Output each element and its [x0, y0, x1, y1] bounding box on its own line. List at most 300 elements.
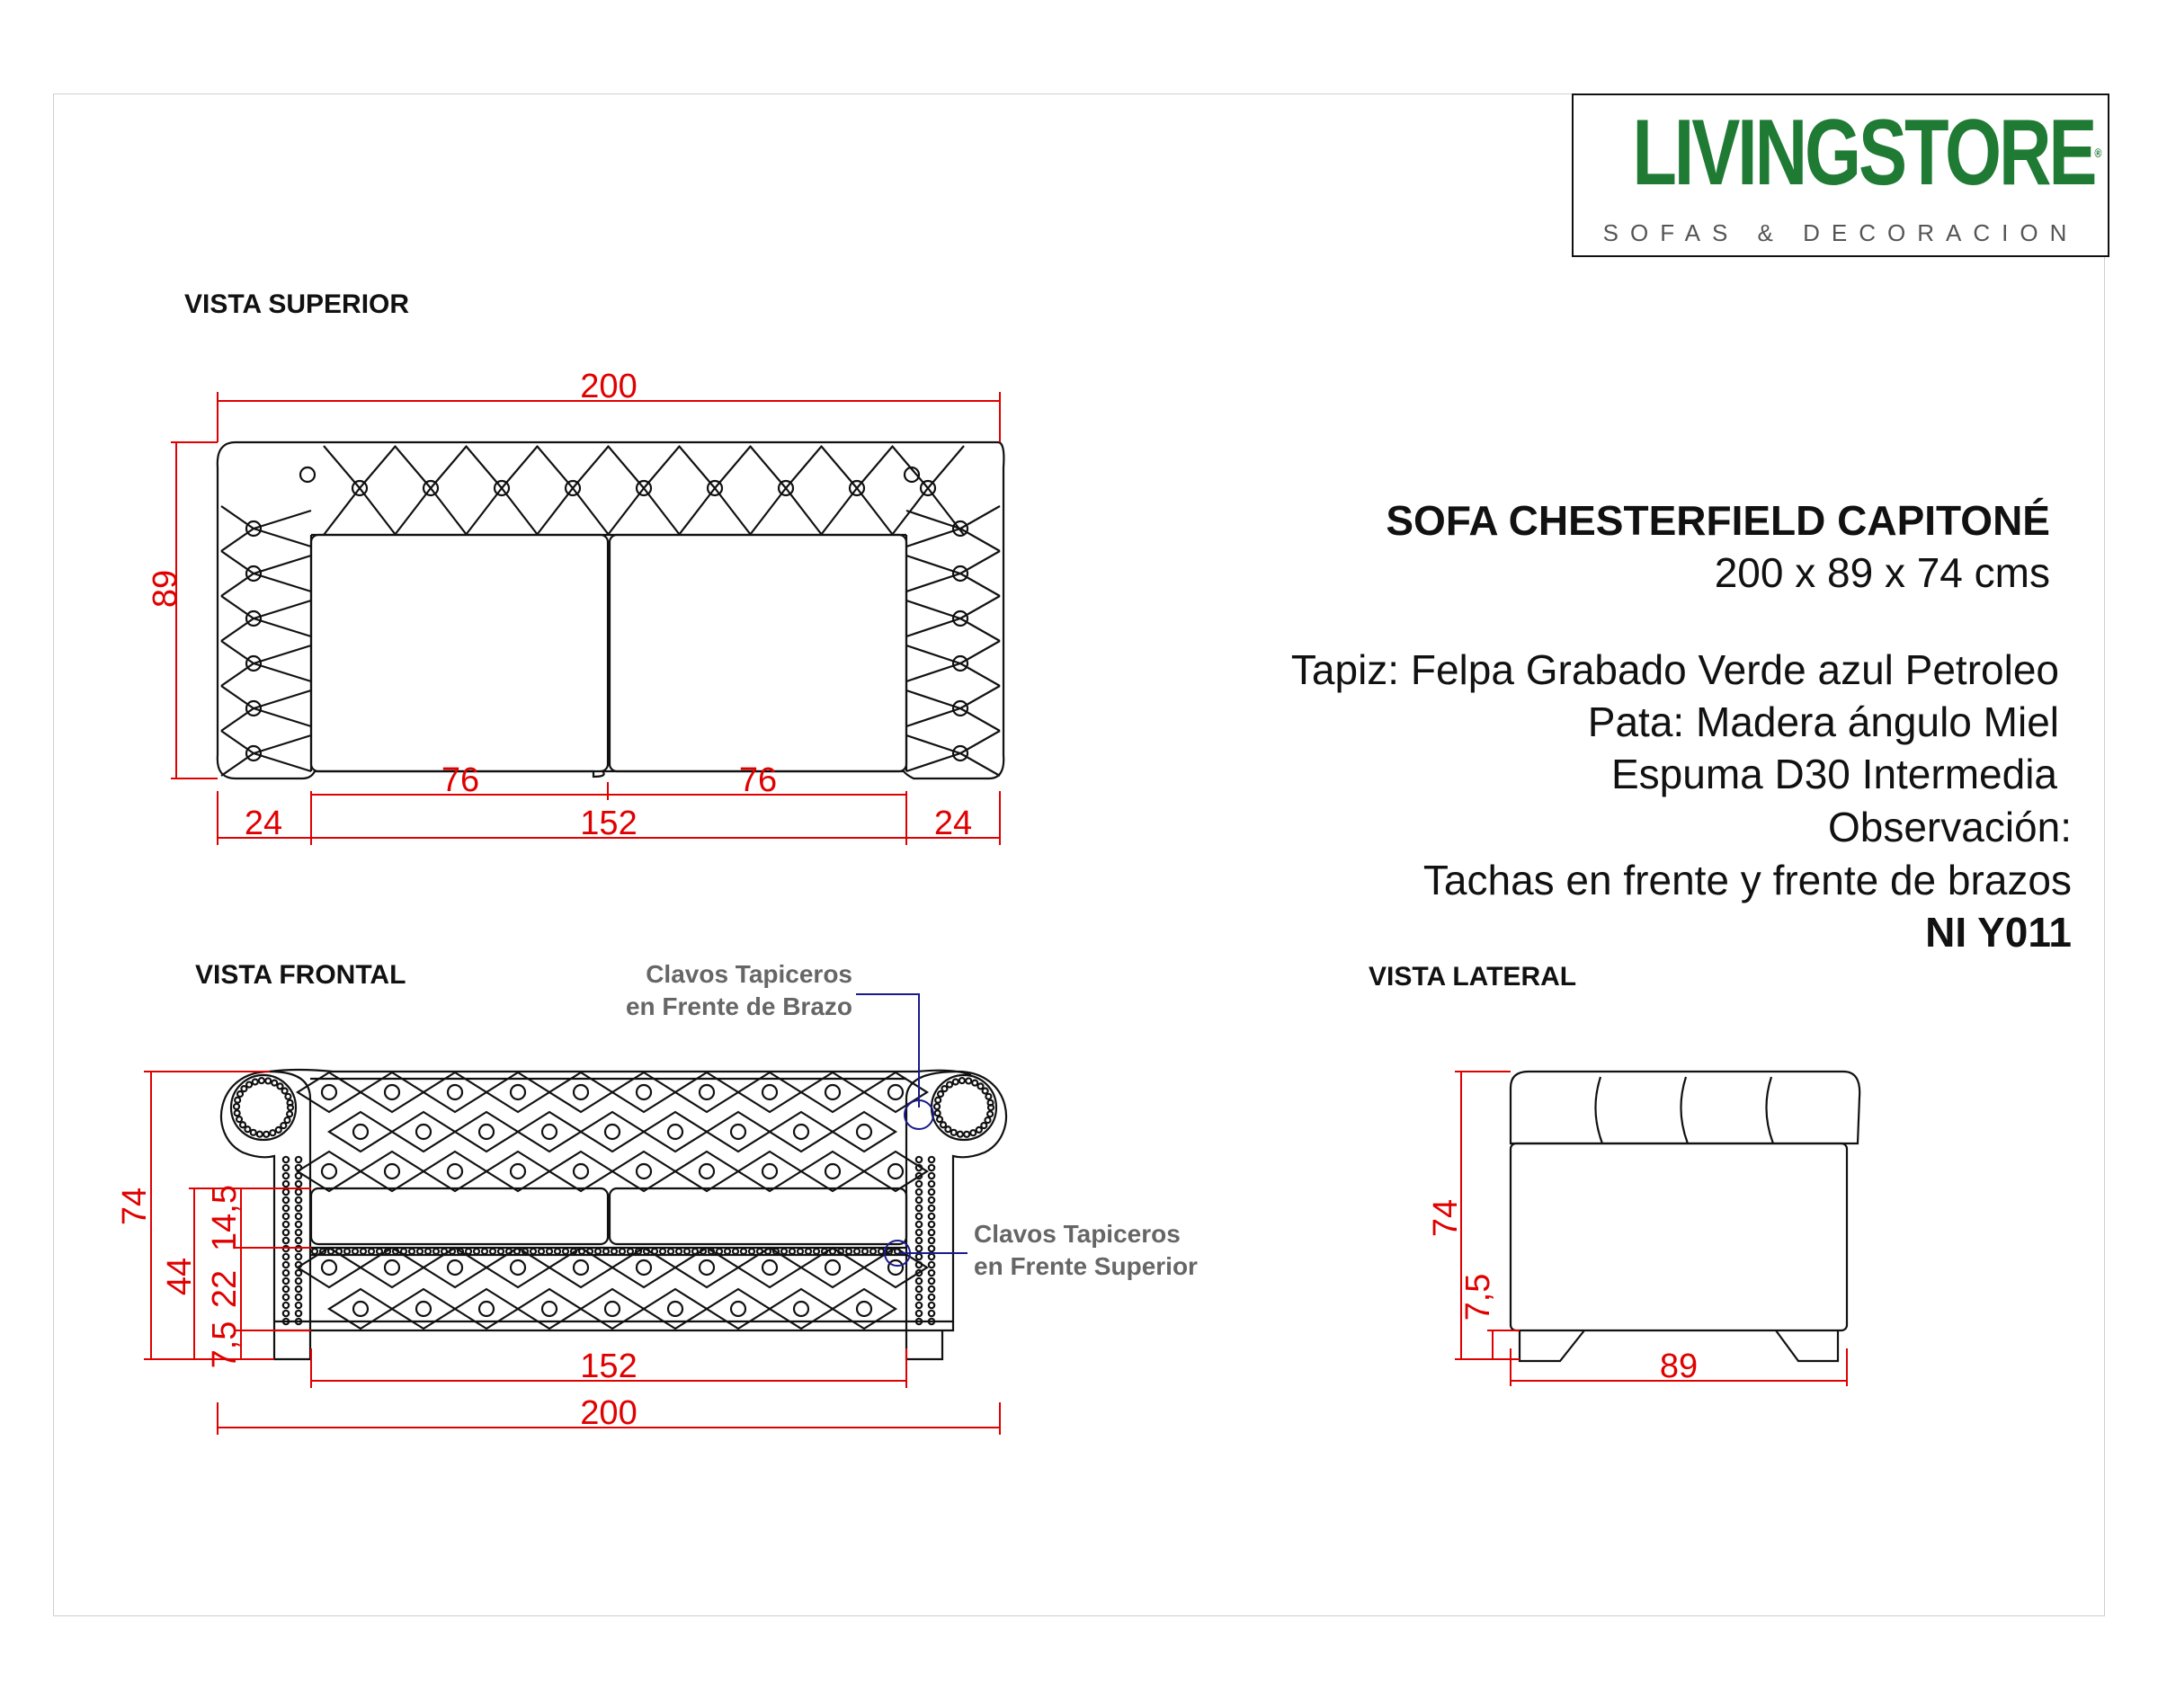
side-view-drawing	[1511, 1072, 1859, 1361]
front-nail-top-rail	[620, 1249, 625, 1254]
front-nail-top-rail	[539, 1249, 544, 1254]
front-nail-right	[929, 1238, 934, 1243]
front-nail-roll-right	[981, 1123, 986, 1128]
front-base-tuft-button	[762, 1260, 777, 1275]
top-arm-tuft-seam	[221, 686, 311, 731]
product-title: SOFA CHESTERFIELD CAPITONÉ	[1386, 497, 2050, 544]
front-nail-roll-left	[241, 1086, 246, 1091]
front-nail-left	[296, 1181, 301, 1187]
front-nail-right	[929, 1286, 934, 1292]
front-nail-left	[296, 1254, 301, 1259]
front-nail-right	[916, 1246, 922, 1251]
front-back-tuft-button	[637, 1164, 651, 1179]
front-nail-right	[929, 1270, 934, 1276]
front-back-tuft-button	[731, 1125, 745, 1139]
front-nail-left	[283, 1230, 289, 1235]
front-nail-top-rail	[765, 1249, 771, 1254]
front-nail-top-rail	[692, 1249, 698, 1254]
dimline-top-cushions	[311, 782, 906, 800]
top-arm-tuft-seam	[221, 731, 311, 776]
top-view-drawing	[218, 442, 1004, 778]
front-nail-top-rail	[417, 1249, 423, 1254]
front-nail-right	[929, 1278, 934, 1284]
callout-top-line1: Clavos Tapiceros	[974, 1220, 1181, 1248]
side-body	[1511, 1143, 1847, 1330]
front-view-drawing	[221, 1070, 1006, 1359]
front-nail-left	[296, 1278, 301, 1284]
front-nail-top-rail	[490, 1249, 495, 1254]
front-nail-heads	[234, 1078, 994, 1324]
front-back-tuft-diamond	[298, 1152, 361, 1191]
top-outline	[218, 442, 1004, 778]
front-nail-top-rail	[531, 1249, 536, 1254]
front-nail-left	[283, 1311, 289, 1316]
front-back-tuft-button	[353, 1125, 368, 1139]
front-back-tuft-button	[888, 1085, 903, 1099]
front-nail-left	[296, 1157, 301, 1162]
front-nail-roll-left	[287, 1111, 292, 1116]
dim-front-leg: 7,5	[206, 1321, 244, 1369]
front-base-tuft-button	[542, 1302, 557, 1316]
front-arm-left-roll	[231, 1075, 296, 1140]
label-vista-lateral: VISTA LATERAL	[1369, 962, 1577, 992]
front-back-tuft-button	[574, 1085, 588, 1099]
front-back-tuft-diamond	[770, 1112, 833, 1152]
front-nail-left	[296, 1173, 301, 1179]
front-nail-top-rail	[862, 1249, 868, 1254]
front-nail-left	[296, 1197, 301, 1203]
front-back-tuft-button	[448, 1085, 462, 1099]
front-nail-roll-left	[263, 1132, 269, 1137]
front-nail-right	[916, 1214, 922, 1219]
front-nail-left	[283, 1189, 289, 1195]
top-tuft-seam	[608, 446, 680, 535]
front-nail-left	[296, 1262, 301, 1268]
front-nail-roll-left	[277, 1083, 282, 1089]
front-nail-left	[283, 1205, 289, 1211]
front-nail-roll-right	[953, 1079, 959, 1084]
front-back-tuft-diamond	[329, 1112, 392, 1152]
front-back-tuft-button	[825, 1085, 840, 1099]
front-nail-top-rail	[644, 1249, 649, 1254]
front-base-tuft-diamond	[770, 1289, 833, 1329]
front-nail-roll-left	[272, 1081, 277, 1086]
dim-top-arm-left: 24	[244, 805, 283, 842]
top-tuft-seam	[679, 446, 751, 535]
front-nail-roll-left	[237, 1091, 243, 1097]
front-back-tuft-diamond	[612, 1152, 675, 1191]
front-back-tuft-button	[857, 1125, 871, 1139]
front-nail-roll-right	[941, 1122, 946, 1127]
dim-front-back-part: 14,5	[206, 1185, 244, 1251]
dim-front-seat-height: 44	[161, 1257, 199, 1296]
front-back-top	[270, 1070, 971, 1075]
front-nail-roll-left	[251, 1130, 256, 1135]
top-tuft-seam	[466, 446, 538, 535]
front-nail-left	[296, 1165, 301, 1170]
front-nail-left	[296, 1270, 301, 1276]
top-tuft-seam	[821, 446, 893, 535]
front-nail-roll-left	[236, 1116, 242, 1122]
product-dimensions: 200 x 89 x 74 cms	[1714, 549, 2050, 596]
logo-tagline: SOFAS & DECORACION	[1602, 219, 2079, 246]
front-nail-top-rail	[854, 1249, 860, 1254]
front-base-tuft-diamond	[518, 1289, 581, 1329]
front-nail-left	[296, 1303, 301, 1308]
dimline-top-depth	[171, 442, 218, 778]
front-base-tuft-diamond	[644, 1289, 707, 1329]
front-nail-top-rail	[377, 1249, 382, 1254]
front-nail-top-rail	[789, 1249, 795, 1254]
front-nail-left	[296, 1294, 301, 1300]
front-nail-top-rail	[749, 1249, 754, 1254]
front-back-tuft-button	[700, 1164, 714, 1179]
front-nail-roll-left	[257, 1132, 263, 1137]
front-nail-left	[283, 1254, 289, 1259]
front-nail-left	[296, 1205, 301, 1211]
front-nail-top-rail	[369, 1249, 374, 1254]
front-base-tuft-button	[888, 1260, 903, 1275]
front-nail-right	[916, 1189, 922, 1195]
front-nail-roll-left	[285, 1094, 290, 1099]
dim-top-depth: 89	[147, 569, 184, 609]
front-nail-left	[283, 1165, 289, 1170]
front-nail-roll-left	[245, 1126, 250, 1132]
top-seat-cushion-left	[311, 535, 608, 771]
front-nail-top-rail	[717, 1249, 722, 1254]
front-nail-top-rail	[579, 1249, 584, 1254]
front-base-tuft-button	[511, 1260, 525, 1275]
front-nail-roll-right	[977, 1083, 983, 1089]
side-back-divider-2	[1681, 1077, 1688, 1143]
front-nail-right	[929, 1173, 934, 1179]
front-leg-left	[274, 1330, 310, 1359]
front-nail-right	[929, 1294, 934, 1300]
front-base-tuft-button	[857, 1302, 871, 1316]
front-back-tuft-diamond	[518, 1112, 581, 1152]
front-nail-roll-right	[945, 1126, 950, 1132]
front-nail-left	[296, 1222, 301, 1227]
front-nail-right	[916, 1262, 922, 1268]
front-back-tuft-button	[322, 1085, 336, 1099]
front-base-tuft-diamond	[455, 1289, 518, 1329]
front-nail-left	[283, 1278, 289, 1284]
front-base-tuft-button	[637, 1260, 651, 1275]
front-nail-roll-left	[240, 1122, 245, 1127]
top-arm-tuft-seam	[221, 641, 311, 686]
front-nail-right	[916, 1294, 922, 1300]
front-back-tuft-diamond	[392, 1112, 455, 1152]
front-base-tuft-button	[700, 1260, 714, 1275]
front-base-tuft-button	[574, 1260, 588, 1275]
dim-front-seat-width: 152	[580, 1348, 638, 1385]
front-nail-roll-left	[259, 1078, 264, 1083]
front-nail-roll-right	[964, 1132, 969, 1137]
dim-side-leg: 7,5	[1459, 1273, 1497, 1321]
front-nail-right	[929, 1165, 934, 1170]
front-nail-roll-right	[935, 1110, 941, 1116]
front-nail-roll-right	[959, 1078, 965, 1083]
front-nail-top-rail	[870, 1249, 876, 1254]
front-nail-right	[929, 1214, 934, 1219]
top-arm-tuft-seam	[221, 596, 311, 641]
front-back-tuft-button	[825, 1164, 840, 1179]
front-nail-top-rail	[668, 1249, 673, 1254]
front-nail-left	[296, 1238, 301, 1243]
front-nail-top-rail	[425, 1249, 431, 1254]
front-nail-top-rail	[676, 1249, 682, 1254]
front-nail-top-rail	[344, 1249, 350, 1254]
front-nail-right	[929, 1181, 934, 1187]
front-nail-roll-right	[947, 1082, 952, 1088]
front-nail-left	[296, 1214, 301, 1219]
front-back-tuft-diamond	[707, 1112, 770, 1152]
front-nail-right	[916, 1311, 922, 1316]
front-nail-top-rail	[336, 1249, 342, 1254]
front-nail-right	[929, 1303, 934, 1308]
front-nail-roll-right	[966, 1078, 971, 1083]
front-nail-left	[283, 1262, 289, 1268]
front-back-tuft-diamond	[361, 1152, 424, 1191]
front-base-tuft-diamond	[392, 1289, 455, 1329]
front-nail-top-rail	[361, 1249, 366, 1254]
front-nail-left	[296, 1230, 301, 1235]
front-nail-roll-left	[270, 1130, 275, 1135]
front-nail-roll-right	[987, 1111, 993, 1116]
front-nail-top-rail	[700, 1249, 706, 1254]
front-base-tuft-button	[353, 1302, 368, 1316]
front-nail-right	[916, 1254, 922, 1259]
dim-front-width: 200	[580, 1394, 638, 1432]
top-arm-tuft-seam	[221, 506, 311, 551]
front-nail-top-rail	[312, 1249, 317, 1254]
front-nail-top-rail	[806, 1249, 811, 1254]
front-back-tuft-diamond	[833, 1112, 896, 1152]
front-nail-left	[283, 1173, 289, 1179]
front-nail-roll-right	[970, 1130, 976, 1135]
front-nail-top-rail	[652, 1249, 657, 1254]
front-nail-top-rail	[433, 1249, 439, 1254]
front-nail-right	[929, 1189, 934, 1195]
front-nail-top-rail	[595, 1249, 601, 1254]
front-nail-right	[916, 1238, 922, 1243]
top-seat-cushion-right	[610, 535, 906, 771]
front-nail-left	[283, 1270, 289, 1276]
dimline-side-leg	[1487, 1330, 1520, 1359]
front-base-tuft-button	[794, 1302, 808, 1316]
front-nail-left	[296, 1189, 301, 1195]
front-nail-right	[916, 1286, 922, 1292]
front-base-tuft-button	[605, 1302, 620, 1316]
front-nail-top-rail	[441, 1249, 447, 1254]
front-nail-roll-right	[985, 1117, 990, 1123]
side-back-divider-3	[1766, 1077, 1773, 1143]
front-nail-roll-left	[288, 1100, 293, 1106]
front-nail-top-rail	[611, 1249, 617, 1254]
front-nail-top-rail	[660, 1249, 665, 1254]
spec-observacion-label: Observación:	[1827, 804, 2072, 850]
front-base-tuft-diamond	[707, 1289, 770, 1329]
front-nail-top-rail	[781, 1249, 787, 1254]
front-nail-right	[916, 1278, 922, 1284]
dim-top-seat: 152	[580, 805, 638, 842]
front-nail-top-rail	[725, 1249, 730, 1254]
dim-top-arm-right: 24	[933, 805, 973, 842]
label-vista-superior: VISTA SUPERIOR	[184, 289, 410, 319]
front-nail-top-rail	[482, 1249, 487, 1254]
front-nail-roll-left	[276, 1127, 281, 1133]
front-back-tuft-button	[700, 1085, 714, 1099]
front-back-tuft-diamond	[455, 1112, 518, 1152]
front-nail-left	[283, 1214, 289, 1219]
spec-pata: Pata: Madera ángulo Miel	[1587, 698, 2059, 745]
front-nail-top-rail	[352, 1249, 358, 1254]
spec-espuma: Espuma D30 Intermedia	[1610, 751, 2057, 797]
logo-wordmark: LIVINGSTORE®	[1632, 101, 2102, 205]
front-nail-roll-left	[246, 1082, 252, 1088]
front-nail-top-rail	[450, 1249, 455, 1254]
front-base-tuft-button	[479, 1302, 494, 1316]
spec-observacion: Tachas en frente y frente de brazos	[1422, 857, 2072, 903]
front-nail-right	[929, 1246, 934, 1251]
product-code: NI Y011	[1925, 909, 2072, 956]
front-base-tuft-button	[385, 1260, 399, 1275]
front-back-tuft-button	[762, 1164, 777, 1179]
callout-arm-line2: en Frente de Brazo	[625, 992, 852, 1020]
front-nail-roll-left	[284, 1117, 290, 1123]
front-nail-top-rail	[684, 1249, 690, 1254]
front-arm-right-roll	[932, 1075, 996, 1140]
front-nail-top-rail	[587, 1249, 593, 1254]
front-nail-top-rail	[757, 1249, 762, 1254]
front-nail-top-rail	[498, 1249, 504, 1254]
front-nail-roll-right	[937, 1116, 942, 1122]
front-nail-right	[916, 1157, 922, 1162]
front-nail-right	[916, 1222, 922, 1227]
front-nail-roll-right	[934, 1104, 940, 1109]
front-base-tuft-button	[731, 1302, 745, 1316]
front-nail-top-rail	[822, 1249, 827, 1254]
front-nail-left	[283, 1303, 289, 1308]
front-back-tuft-button	[888, 1164, 903, 1179]
front-nail-left	[283, 1286, 289, 1292]
front-back-tuft-button	[511, 1164, 525, 1179]
front-nail-top-rail	[506, 1249, 512, 1254]
front-nail-right	[916, 1205, 922, 1211]
front-base-tuft-button	[825, 1260, 840, 1275]
front-nail-right	[929, 1262, 934, 1268]
front-nail-roll-right	[976, 1127, 982, 1133]
front-back-tuft-diamond	[801, 1152, 864, 1191]
front-nail-left	[296, 1311, 301, 1316]
callout-arm-line1: Clavos Tapiceros	[646, 960, 852, 988]
front-back-tuft-button	[511, 1085, 525, 1099]
front-nail-roll-left	[282, 1089, 288, 1094]
front-nail-top-rail	[628, 1249, 633, 1254]
front-back-tuft-button	[794, 1125, 808, 1139]
front-back-tuft-button	[479, 1125, 494, 1139]
front-nail-top-rail	[741, 1249, 746, 1254]
front-back-tuft-button	[385, 1085, 399, 1099]
front-nail-roll-right	[935, 1098, 941, 1103]
dim-side-height: 74	[1427, 1198, 1465, 1238]
front-nail-roll-left	[281, 1123, 286, 1128]
front-nail-top-rail	[474, 1249, 479, 1254]
dim-top-cushion-right: 76	[738, 761, 778, 799]
front-nail-top-rail	[563, 1249, 568, 1254]
front-nail-roll-right	[983, 1089, 988, 1094]
front-nail-roll-left	[234, 1104, 239, 1109]
front-back-tuft-diamond	[549, 1152, 612, 1191]
front-nail-top-rail	[846, 1249, 852, 1254]
front-nail-roll-right	[938, 1091, 943, 1097]
front-nail-top-rail	[878, 1249, 884, 1254]
dim-top-cushion-left: 76	[441, 761, 480, 799]
front-back-tuft-button	[762, 1085, 777, 1099]
front-back-tuft-button	[574, 1164, 588, 1179]
front-base-tuft-button	[448, 1260, 462, 1275]
front-nail-right	[929, 1205, 934, 1211]
front-nail-roll-right	[985, 1094, 991, 1099]
front-base-tuft-diamond	[581, 1289, 644, 1329]
front-nail-left	[283, 1294, 289, 1300]
front-nail-right	[929, 1157, 934, 1162]
front-nail-roll-right	[972, 1081, 977, 1086]
front-nail-roll-left	[253, 1079, 258, 1084]
front-back-tuft-diamond	[675, 1152, 738, 1191]
dim-front-seat-part: 22	[206, 1269, 244, 1309]
front-nail-left	[283, 1181, 289, 1187]
front-nail-right	[916, 1165, 922, 1170]
front-nail-right	[916, 1230, 922, 1235]
top-tuft-button	[300, 467, 315, 482]
top-tuft-seam	[892, 446, 964, 535]
front-nail-top-rail	[733, 1249, 738, 1254]
front-back-tuft-button	[542, 1125, 557, 1139]
top-tuft-seam	[750, 446, 822, 535]
front-nail-top-rail	[798, 1249, 803, 1254]
front-nail-left	[283, 1222, 289, 1227]
front-back-tuft-diamond	[738, 1152, 801, 1191]
front-nail-roll-left	[235, 1110, 240, 1116]
front-base-tuft-button	[322, 1260, 336, 1275]
front-base-tuft-button	[416, 1302, 431, 1316]
side-leg-back	[1776, 1330, 1838, 1361]
front-nail-right	[929, 1311, 934, 1316]
front-nail-left	[283, 1238, 289, 1243]
front-nail-roll-right	[941, 1086, 947, 1091]
top-arm-tuft-seam	[221, 551, 311, 596]
front-back-tuft-button	[416, 1125, 431, 1139]
front-nail-right	[929, 1254, 934, 1259]
dim-side-depth: 89	[1659, 1348, 1699, 1385]
front-seat-cushion-right	[610, 1188, 906, 1244]
front-leg-right	[906, 1330, 942, 1359]
front-nail-roll-left	[265, 1078, 271, 1083]
front-nail-right	[916, 1303, 922, 1308]
front-nail-top-rail	[514, 1249, 520, 1254]
front-nail-roll-left	[235, 1098, 240, 1103]
callout-top-line2: en Frente Superior	[974, 1252, 1198, 1280]
front-tufting	[298, 1072, 927, 1329]
front-nail-roll-right	[958, 1132, 963, 1137]
front-back-tuft-diamond	[644, 1112, 707, 1152]
front-base-tuft-diamond	[833, 1289, 896, 1329]
front-nail-top-rail	[547, 1249, 552, 1254]
front-back-tuft-diamond	[424, 1152, 486, 1191]
front-back-tuft-button	[637, 1085, 651, 1099]
spec-tapiz: Tapiz: Felpa Grabado Verde azul Petroleo	[1290, 646, 2059, 693]
